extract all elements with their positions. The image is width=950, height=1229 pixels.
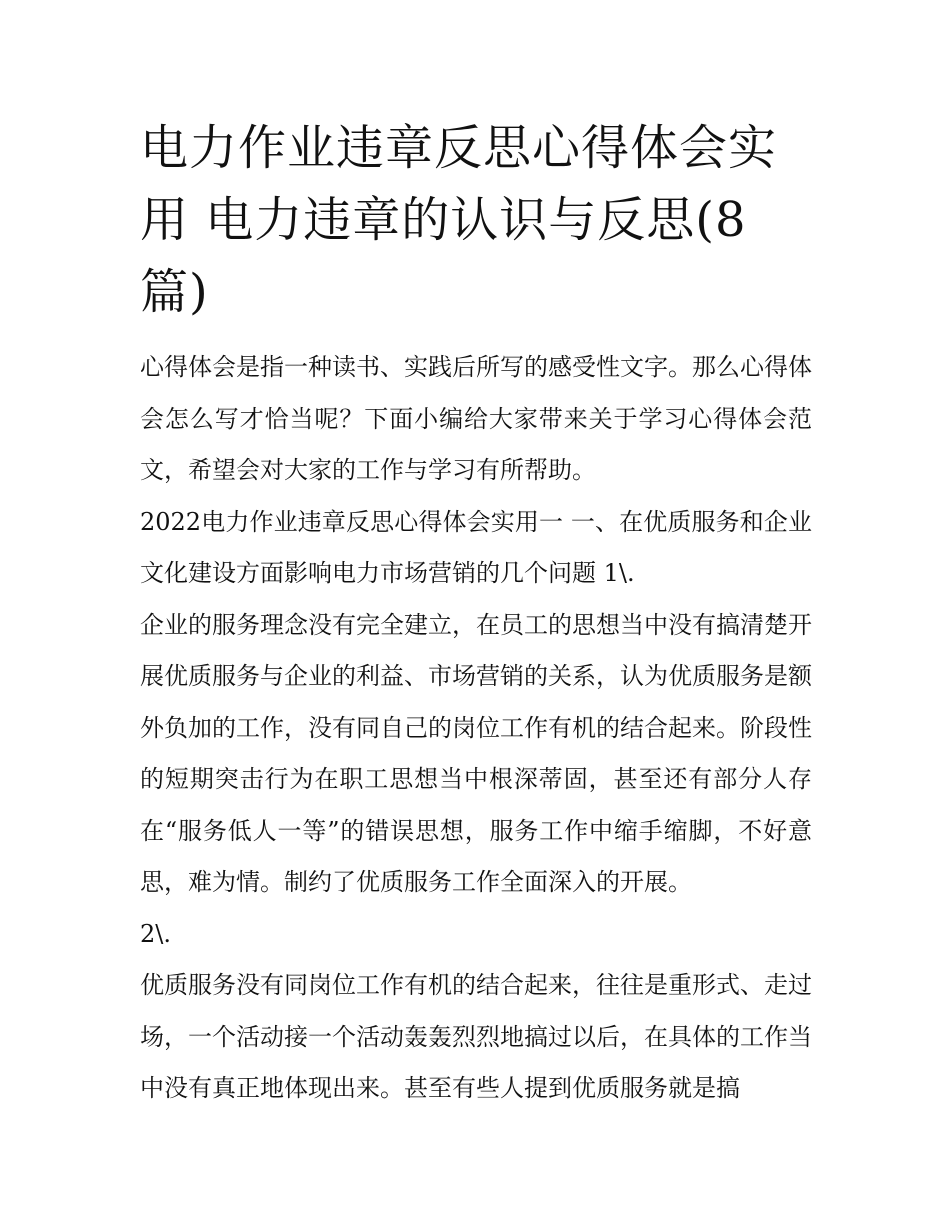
paragraph-point-2-label: 2\. (140, 919, 171, 948)
document-page (140, 112, 812, 1115)
paragraph-section-heading: 2022电力作业违章反思心得体会实用一 一、在优质服务和企业文化建设方面影响电力市场营销的几个问题 1\. (140, 507, 812, 587)
paragraph-point-2: 优质服务没有同岗位工作有机的结合起来，往往是重形式、走过场，一个活动接一个活动轰轰烈烈地搞过以后，在具体的工作当中没有真正地体现出来。甚至有些人提到优质服务就是搞 (140, 971, 812, 1102)
paragraph-point-1: 企业的服务理念没有完全建立，在员工的思想当中没有搞清楚开展优质服务与企业的利益、市场营销的关系，认为优质服务是额外负加的工作，没有同自己的岗位工作有机的结合起来。阶段性的短期突击行为在职工思想当中根深蒂固，甚至还有部分人存在“服务低人一等”的错误思想，服务工作中缩手缩脚，不好意思，难为情。制约了优质服务工作全面深入的开展。 (140, 610, 812, 896)
paragraph-intro: 心得体会是指一种读书、实践后所写的感受性文字。那么心得体会怎么写才恰当呢？下面小编给大家带来关于学习心得体会范文，希望会对大家的工作与学习有所帮助。 (140, 353, 812, 484)
document-title: 电力作业违章反思心得体会实用 电力违章的认识与反思(8篇) (140, 120, 778, 320)
